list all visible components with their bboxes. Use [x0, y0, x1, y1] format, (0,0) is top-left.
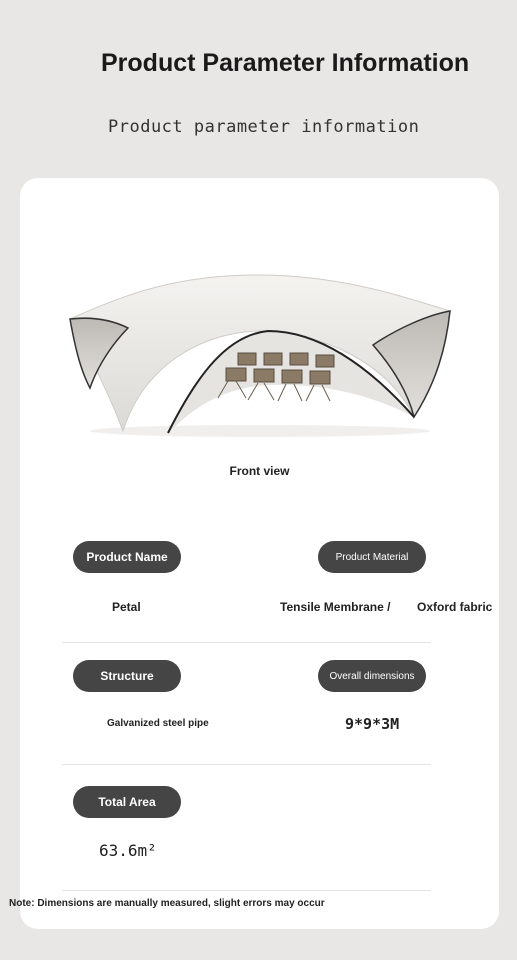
structure-value: Galvanized steel pipe — [107, 718, 209, 729]
product-name-label: Product Name — [73, 541, 181, 573]
page-title: Product Parameter Information — [101, 49, 470, 77]
structure-label: Structure — [73, 660, 181, 692]
divider — [62, 764, 431, 765]
product-name-value: Petal — [112, 600, 141, 614]
total-area-value: 63.6m² — [99, 841, 157, 860]
divider — [62, 890, 431, 891]
product-material-value: Tensile Membrane / — [280, 600, 391, 614]
product-material-value-2: Oxford fabric — [417, 600, 493, 614]
overall-dimensions-value: 9*9*3M — [345, 715, 400, 733]
total-area-label: Total Area — [73, 786, 181, 818]
parameter-card — [9, 178, 499, 929]
overall-dimensions-label: Overall dimensions — [318, 660, 426, 692]
image-caption: Front view — [229, 464, 290, 478]
measurement-note: Note: Dimensions are manually measured, slight errors may occur — [9, 898, 325, 909]
product-material-label: Product Material — [318, 541, 426, 573]
divider — [62, 642, 431, 643]
tent-image — [68, 273, 452, 438]
page-subtitle: Product parameter information — [108, 117, 420, 137]
